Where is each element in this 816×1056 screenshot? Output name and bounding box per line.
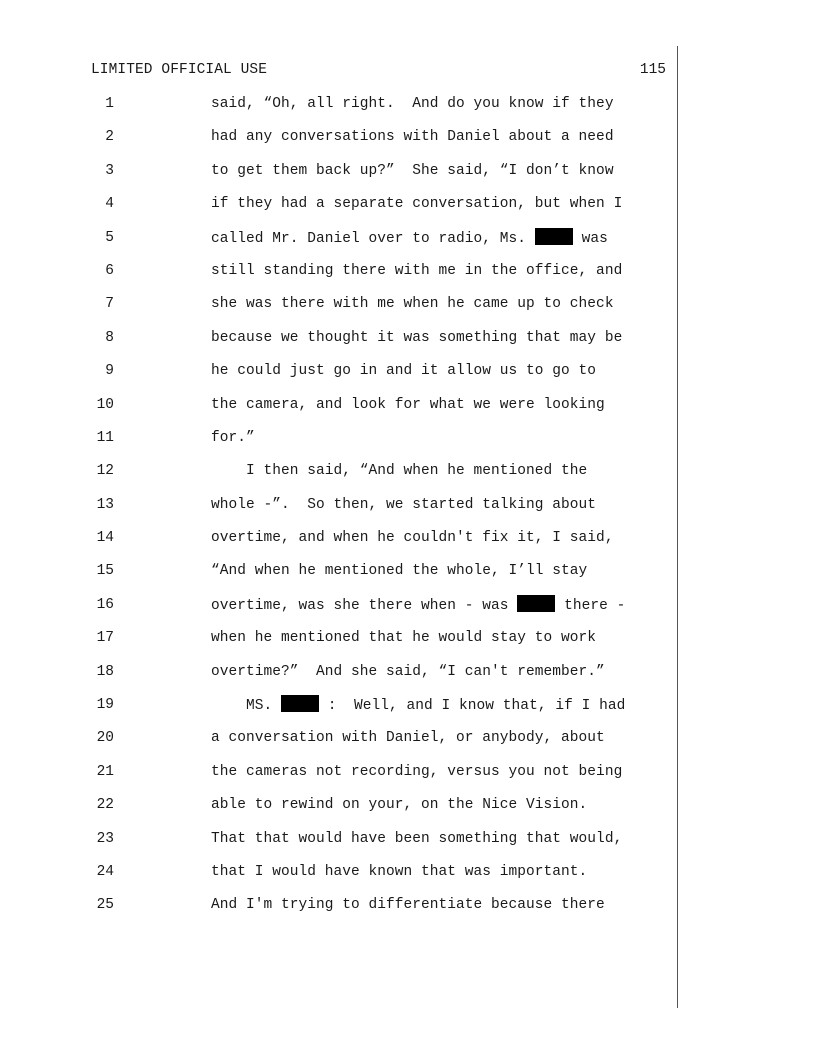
transcript-line — [0, 628, 816, 661]
line-text — [211, 294, 614, 314]
transcript-line — [0, 795, 816, 828]
line-number: 21 — [96, 763, 114, 780]
line-number: 10 — [96, 396, 114, 413]
line-text-segment: he could just go in and it allow us to go to — [211, 363, 597, 380]
line-number: 17 — [96, 630, 114, 647]
transcript-line — [0, 194, 816, 227]
line-number: 11 — [96, 429, 114, 446]
line-text-segment: had any conversations with Daniel about a need — [211, 129, 614, 146]
transcript-line — [0, 161, 816, 194]
line-number: 2 — [105, 129, 114, 146]
line-text — [211, 595, 625, 616]
line-text-segment: a conversation with Daniel, or anybody, about — [211, 730, 605, 747]
line-text-segment: overtime, was she there when - was — [211, 597, 518, 614]
line-text-segment: : Well, and I know that, if I had — [327, 698, 626, 715]
line-number: 13 — [96, 496, 114, 513]
transcript-line — [0, 261, 816, 294]
line-number: 20 — [96, 730, 114, 747]
line-text-segment: called Mr. Daniel over to radio, Ms. — [211, 230, 535, 247]
line-number: 24 — [96, 863, 114, 880]
line-text-segment: there - — [564, 597, 626, 614]
line-number: 12 — [96, 463, 114, 480]
line-text — [211, 161, 614, 181]
line-number: 9 — [105, 363, 114, 380]
transcript-line — [0, 127, 816, 160]
line-text — [211, 662, 605, 682]
line-text-segment: because we thought it was something that may be — [211, 329, 623, 346]
line-number: 16 — [96, 596, 114, 613]
line-text-segment: whole -”. So then, we started talking about — [211, 496, 597, 513]
line-text — [211, 628, 596, 648]
line-text — [211, 695, 625, 716]
classification-header: LIMITED OFFICIAL USE — [91, 62, 268, 78]
line-number: 6 — [105, 262, 114, 279]
transcript-line — [0, 728, 816, 761]
line-text-segment: the camera, and look for what we were looking — [211, 396, 605, 413]
line-number: 8 — [105, 329, 114, 346]
transcript-line — [0, 595, 816, 628]
line-number: 15 — [96, 563, 114, 580]
line-text-segment: she was there with me when he came up to check — [211, 296, 614, 313]
line-number: 22 — [96, 797, 114, 814]
line-text-segment: if they had a separate conversation, but when I — [211, 196, 623, 213]
line-text — [211, 94, 614, 114]
line-text — [211, 361, 596, 381]
transcript-line — [0, 862, 816, 895]
line-number: 25 — [96, 897, 114, 914]
transcript-line — [0, 94, 816, 127]
line-text — [211, 194, 622, 214]
page-number: 115 — [639, 62, 666, 78]
transcript-line — [0, 528, 816, 561]
line-text-segment: to get them back up?” She said, “I don’t know — [211, 162, 614, 179]
line-number: 7 — [105, 296, 114, 313]
line-text — [211, 561, 587, 581]
line-text-segment: I then said, “And when he mentioned the — [211, 463, 588, 480]
line-text — [211, 328, 622, 348]
transcript-line — [0, 395, 816, 428]
line-text-segment: That that would have been something that would, — [211, 830, 623, 847]
line-text-segment: And I'm trying to differentiate because there — [211, 897, 605, 914]
transcript-line — [0, 495, 816, 528]
line-number: 4 — [105, 196, 114, 213]
transcript-line — [0, 762, 816, 795]
line-text — [211, 261, 622, 281]
line-text — [211, 795, 587, 815]
transcript-line — [0, 695, 816, 728]
line-text-segment: was — [581, 230, 608, 247]
line-text — [211, 127, 614, 147]
transcript-line — [0, 662, 816, 695]
line-text — [211, 728, 605, 748]
redaction-box — [535, 228, 573, 245]
transcript-line — [0, 228, 816, 261]
line-text-segment: that I would have known that was important. — [211, 863, 588, 880]
line-text-segment: “And when he mentioned the whole, I’ll stay — [211, 563, 588, 580]
line-text-segment: still standing there with me in the office, and — [211, 262, 623, 279]
line-number: 18 — [96, 663, 114, 680]
transcript-line — [0, 328, 816, 361]
transcript-line — [0, 361, 816, 394]
transcript-line — [0, 428, 816, 461]
line-text-segment: overtime, and when he couldn't fix it, I said, — [211, 530, 614, 547]
line-text — [211, 461, 587, 481]
transcript-line — [0, 294, 816, 327]
redaction-box — [281, 695, 319, 712]
line-text-segment: when he mentioned that he would stay to work — [211, 630, 597, 647]
line-text — [211, 895, 605, 915]
line-text-segment: said, “Oh, all right. And do you know if they — [211, 96, 614, 112]
line-text — [211, 228, 608, 249]
line-text-segment: overtime?” And she said, “I can't remember.” — [211, 663, 605, 680]
line-text-segment: MS. — [211, 698, 282, 715]
line-text — [211, 528, 614, 548]
transcript-line — [0, 561, 816, 594]
transcript-line — [0, 829, 816, 862]
line-text-segment: for.” — [211, 429, 255, 446]
line-number: 1 — [105, 96, 114, 112]
line-text — [211, 862, 587, 882]
line-number: 5 — [105, 229, 114, 246]
line-text-segment: able to rewind on your, on the Nice Vision. — [211, 797, 588, 814]
line-text — [211, 395, 605, 415]
line-number: 19 — [96, 697, 114, 714]
redaction-box — [517, 595, 555, 612]
line-text — [211, 495, 596, 515]
line-text-segment: the cameras not recording, versus you not being — [211, 763, 623, 780]
line-number: 14 — [96, 530, 114, 547]
line-text — [211, 762, 622, 782]
transcript-body — [0, 94, 816, 929]
line-text — [211, 829, 622, 849]
line-number: 3 — [105, 162, 114, 179]
line-number: 23 — [96, 830, 114, 847]
transcript-line — [0, 461, 816, 494]
line-text — [211, 428, 255, 448]
transcript-line — [0, 895, 816, 928]
